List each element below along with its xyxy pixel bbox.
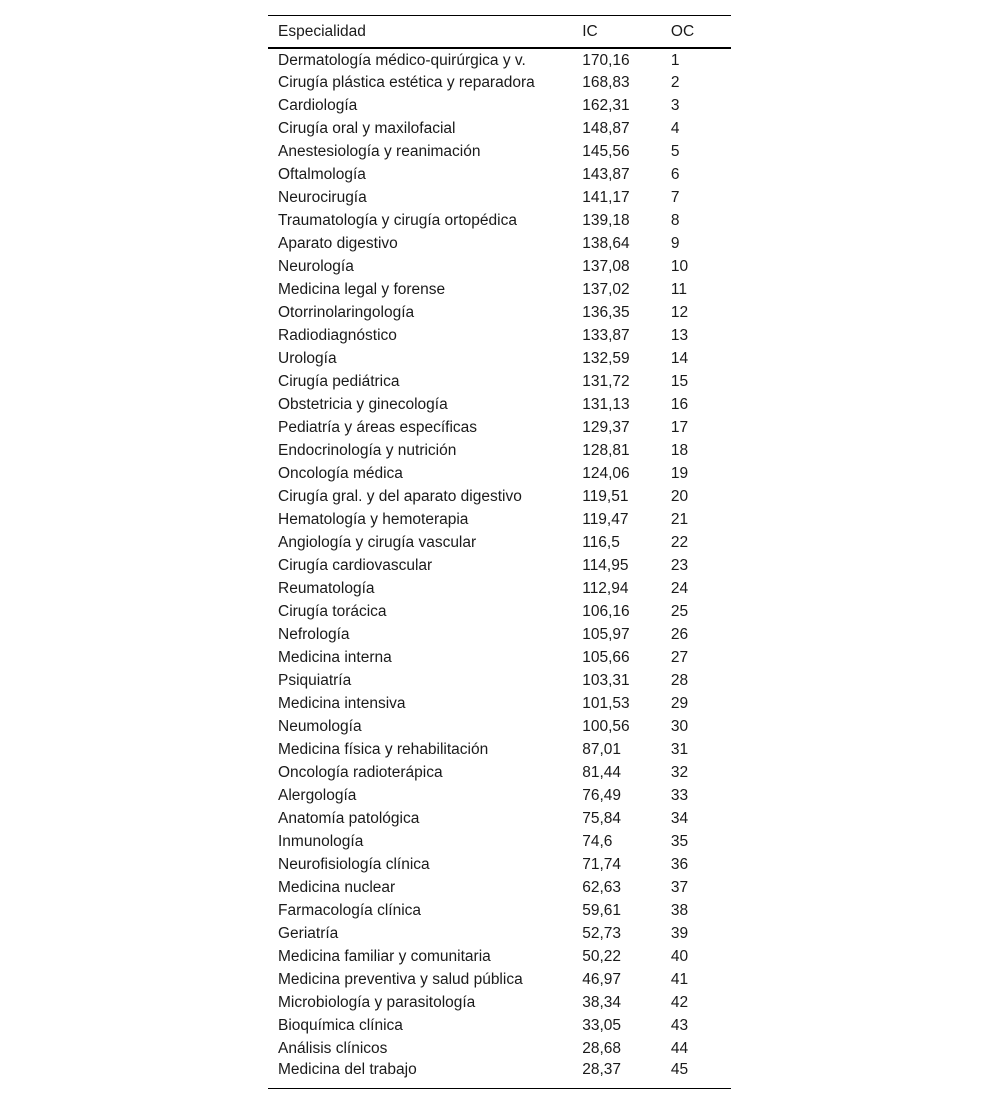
- specialty-table: [268, 15, 731, 1089]
- cell-especialidad: Geriatría: [278, 924, 339, 942]
- cell-especialidad: Alergología: [278, 786, 357, 804]
- cell-ic: 119,47: [582, 510, 629, 528]
- cell-especialidad: Dermatología médico-quirúrgica y v.: [278, 52, 526, 69]
- cell-ic: 170,16: [582, 52, 630, 69]
- cell-especialidad: Análisis clínicos: [278, 1039, 388, 1057]
- cell-especialidad: Otorrinolaringología: [278, 303, 415, 321]
- cell-ic: 75,84: [582, 809, 622, 827]
- cell-oc: 21: [670, 510, 689, 528]
- cell-especialidad: Obstetricia y ginecología: [278, 395, 448, 413]
- cell-ic: 124,06: [582, 464, 630, 482]
- cell-especialidad: Oncología médica: [278, 464, 403, 482]
- cell-oc: 30: [670, 717, 689, 735]
- table-row: [268, 600, 731, 623]
- cell-oc: 15: [670, 372, 689, 390]
- cell-oc: 33: [670, 786, 689, 804]
- cell-ic: 81,44: [582, 763, 622, 781]
- cell-ic: 114,95: [582, 556, 629, 574]
- table-row: [268, 370, 731, 393]
- header-ic: IC: [582, 22, 598, 40]
- table-row: [268, 485, 731, 508]
- cell-ic: 50,22: [582, 947, 622, 965]
- cell-especialidad: Neurología: [278, 257, 354, 275]
- table-row: [268, 232, 731, 255]
- cell-oc: 23: [670, 556, 689, 574]
- table-row: [268, 48, 731, 71]
- table-row: [268, 922, 731, 945]
- cell-oc: 2: [670, 73, 680, 91]
- cell-ic: 52,73: [582, 924, 622, 942]
- cell-especialidad: Microbiología y parasitología: [278, 993, 476, 1011]
- cell-especialidad: Cirugía torácica: [278, 602, 387, 620]
- cell-oc: 3: [670, 96, 680, 114]
- table-row: [268, 186, 731, 209]
- table-row: [268, 554, 731, 577]
- table-row: [268, 577, 731, 600]
- cell-oc: 7: [670, 188, 680, 206]
- cell-oc: 27: [670, 648, 689, 666]
- table-row: [268, 669, 731, 692]
- table-row: [268, 1037, 731, 1060]
- cell-especialidad: Aparato digestivo: [278, 234, 398, 252]
- cell-especialidad: Oftalmología: [278, 165, 366, 183]
- table-row: [268, 439, 731, 462]
- cell-oc: 43: [670, 1016, 689, 1034]
- cell-oc: 17: [670, 418, 689, 436]
- cell-especialidad: Inmunología: [278, 832, 364, 850]
- cell-oc: 11: [670, 280, 688, 298]
- cell-especialidad: Medicina legal y forense: [278, 280, 446, 298]
- table-row: [268, 784, 731, 807]
- cell-ic: 137,08: [582, 257, 630, 275]
- cell-ic: 148,87: [582, 119, 630, 137]
- cell-ic: 105,66: [582, 648, 630, 666]
- cell-ic: 76,49: [582, 786, 622, 804]
- cell-especialidad: Medicina familiar y comunitaria: [278, 947, 491, 965]
- cell-oc: 37: [670, 878, 689, 896]
- cell-ic: 132,59: [582, 349, 630, 367]
- header-especialidad: Especialidad: [278, 22, 366, 40]
- cell-ic: 105,97: [582, 625, 630, 643]
- cell-ic: 28,68: [582, 1039, 622, 1057]
- cell-ic: 143,87: [582, 165, 630, 183]
- cell-oc: 26: [670, 625, 689, 643]
- table-row: [268, 876, 731, 899]
- cell-especialidad: Cirugía cardiovascular: [278, 556, 433, 574]
- cell-oc: 32: [670, 763, 689, 781]
- cell-ic: 116,5: [582, 533, 620, 551]
- cell-especialidad: Cirugía gral. y del aparato digestivo: [278, 487, 522, 505]
- cell-especialidad: Cirugía pediátrica: [278, 372, 400, 390]
- table-row: [268, 646, 731, 669]
- cell-oc: 10: [670, 257, 689, 275]
- cell-oc: 9: [670, 234, 680, 252]
- cell-ic: 137,02: [582, 280, 630, 298]
- cell-oc: 28: [670, 671, 689, 689]
- cell-especialidad: Pediatría y áreas específicas: [278, 418, 478, 436]
- table-row: [268, 255, 731, 278]
- table-row: [268, 968, 731, 991]
- cell-oc: 5: [670, 142, 680, 160]
- cell-oc: 12: [670, 303, 689, 321]
- cell-especialidad: Medicina nuclear: [278, 878, 396, 896]
- cell-especialidad: Urología: [278, 349, 337, 367]
- cell-ic: 59,61: [582, 901, 622, 919]
- cell-ic: 139,18: [582, 211, 630, 229]
- cell-ic: 112,94: [582, 579, 629, 597]
- table-row: [268, 71, 731, 94]
- cell-especialidad: Neurocirugía: [278, 188, 367, 206]
- cell-especialidad: Medicina del trabajo: [278, 1061, 417, 1078]
- cell-oc: 25: [670, 602, 689, 620]
- cell-especialidad: Hematología y hemoterapia: [278, 510, 469, 528]
- table-row: [268, 301, 731, 324]
- table-row: [268, 278, 731, 301]
- cell-oc: 29: [670, 694, 689, 712]
- cell-especialidad: Angiología y cirugía vascular: [278, 533, 477, 551]
- cell-ic: 100,56: [582, 717, 630, 735]
- cell-especialidad: Cirugía oral y maxilofacial: [278, 119, 456, 137]
- table-row: [268, 853, 731, 876]
- cell-especialidad: Anatomía patológica: [278, 809, 420, 827]
- cell-especialidad: Medicina preventiva y salud pública: [278, 970, 523, 988]
- cell-oc: 24: [670, 579, 689, 597]
- cell-ic: 168,83: [582, 73, 630, 91]
- cell-oc: 40: [670, 947, 689, 965]
- cell-especialidad: Neumología: [278, 717, 362, 735]
- cell-oc: 38: [670, 901, 689, 919]
- cell-especialidad: Nefrología: [278, 625, 350, 643]
- table-row: [268, 163, 731, 186]
- table-body: [268, 48, 731, 1088]
- cell-especialidad: Cardiología: [278, 96, 358, 114]
- cell-ic: 138,64: [582, 234, 630, 252]
- table-header-row: [268, 16, 731, 49]
- cell-especialidad: Farmacología clínica: [278, 901, 422, 919]
- cell-oc: 1: [670, 52, 680, 69]
- table-row: [268, 347, 731, 370]
- table-row: [268, 715, 731, 738]
- cell-ic: 28,37: [582, 1061, 622, 1078]
- table-row: [268, 761, 731, 784]
- cell-especialidad: Radiodiagnóstico: [278, 326, 397, 344]
- cell-especialidad: Medicina física y rehabilitación: [278, 740, 489, 758]
- cell-ic: 129,37: [582, 418, 630, 436]
- cell-oc: 14: [670, 349, 689, 367]
- cell-oc: 44: [670, 1039, 689, 1057]
- cell-especialidad: Oncología radioterápica: [278, 763, 443, 781]
- table-row: [268, 623, 731, 646]
- cell-especialidad: Reumatología: [278, 579, 375, 597]
- cell-ic: 71,74: [582, 855, 622, 873]
- cell-ic: 62,63: [582, 878, 622, 896]
- cell-especialidad: Traumatología y cirugía ortopédica: [278, 211, 517, 229]
- cell-especialidad: Medicina interna: [278, 648, 392, 666]
- cell-oc: 8: [670, 211, 680, 229]
- table-row: [268, 945, 731, 968]
- table-row: [268, 140, 731, 163]
- table-row: [268, 1014, 731, 1037]
- table-row: [268, 209, 731, 232]
- cell-ic: 119,51: [582, 487, 629, 505]
- cell-oc: 4: [670, 119, 680, 137]
- cell-oc: 19: [670, 464, 689, 482]
- cell-especialidad: Anestesiología y reanimación: [278, 142, 481, 160]
- cell-ic: 131,13: [582, 395, 630, 413]
- cell-oc: 36: [670, 855, 689, 873]
- table-row: [268, 899, 731, 922]
- table-row: [268, 1060, 731, 1088]
- cell-oc: 22: [670, 533, 689, 551]
- table-row: [268, 416, 731, 439]
- cell-oc: 20: [670, 487, 689, 505]
- cell-ic: 33,05: [582, 1016, 622, 1034]
- cell-oc: 16: [670, 395, 689, 413]
- cell-oc: 39: [670, 924, 689, 942]
- cell-oc: 45: [670, 1061, 689, 1078]
- cell-ic: 145,56: [582, 142, 630, 160]
- cell-especialidad: Cirugía plástica estética y reparadora: [278, 73, 535, 91]
- header-oc: OC: [670, 22, 695, 40]
- cell-ic: 133,87: [582, 326, 630, 344]
- cell-ic: 74,6: [582, 832, 613, 850]
- table-row: [268, 508, 731, 531]
- cell-oc: 6: [670, 165, 680, 183]
- table-row: [268, 830, 731, 853]
- table-row: [268, 531, 731, 554]
- table-row: [268, 324, 731, 347]
- cell-especialidad: Psiquiatría: [278, 671, 352, 689]
- cell-ic: 128,81: [582, 441, 630, 459]
- cell-ic: 87,01: [582, 740, 622, 758]
- table-row: [268, 393, 731, 416]
- table-row: [268, 807, 731, 830]
- cell-ic: 103,31: [582, 671, 630, 689]
- cell-ic: 141,17: [582, 188, 630, 206]
- table-row: [268, 117, 731, 140]
- cell-especialidad: Bioquímica clínica: [278, 1016, 403, 1034]
- table-row: [268, 738, 731, 761]
- cell-ic: 101,53: [582, 694, 630, 712]
- cell-ic: 38,34: [582, 993, 622, 1011]
- cell-ic: 131,72: [582, 372, 630, 390]
- table-row: [268, 462, 731, 485]
- cell-oc: 42: [670, 993, 689, 1011]
- specialty-table-container: [268, 15, 731, 1089]
- cell-ic: 106,16: [582, 602, 630, 620]
- table-row: [268, 991, 731, 1014]
- cell-ic: 162,31: [582, 96, 630, 114]
- cell-ic: 46,97: [582, 970, 622, 988]
- cell-oc: 18: [670, 441, 689, 459]
- cell-oc: 35: [670, 832, 689, 850]
- cell-oc: 34: [670, 809, 689, 827]
- table-row: [268, 692, 731, 715]
- cell-oc: 13: [670, 326, 689, 344]
- cell-especialidad: Endocrinología y nutrición: [278, 441, 457, 459]
- cell-oc: 41: [670, 970, 689, 988]
- cell-oc: 31: [670, 740, 689, 758]
- cell-ic: 136,35: [582, 303, 630, 321]
- table-row: [268, 94, 731, 117]
- cell-especialidad: Neurofisiología clínica: [278, 855, 430, 873]
- cell-especialidad: Medicina intensiva: [278, 694, 406, 712]
